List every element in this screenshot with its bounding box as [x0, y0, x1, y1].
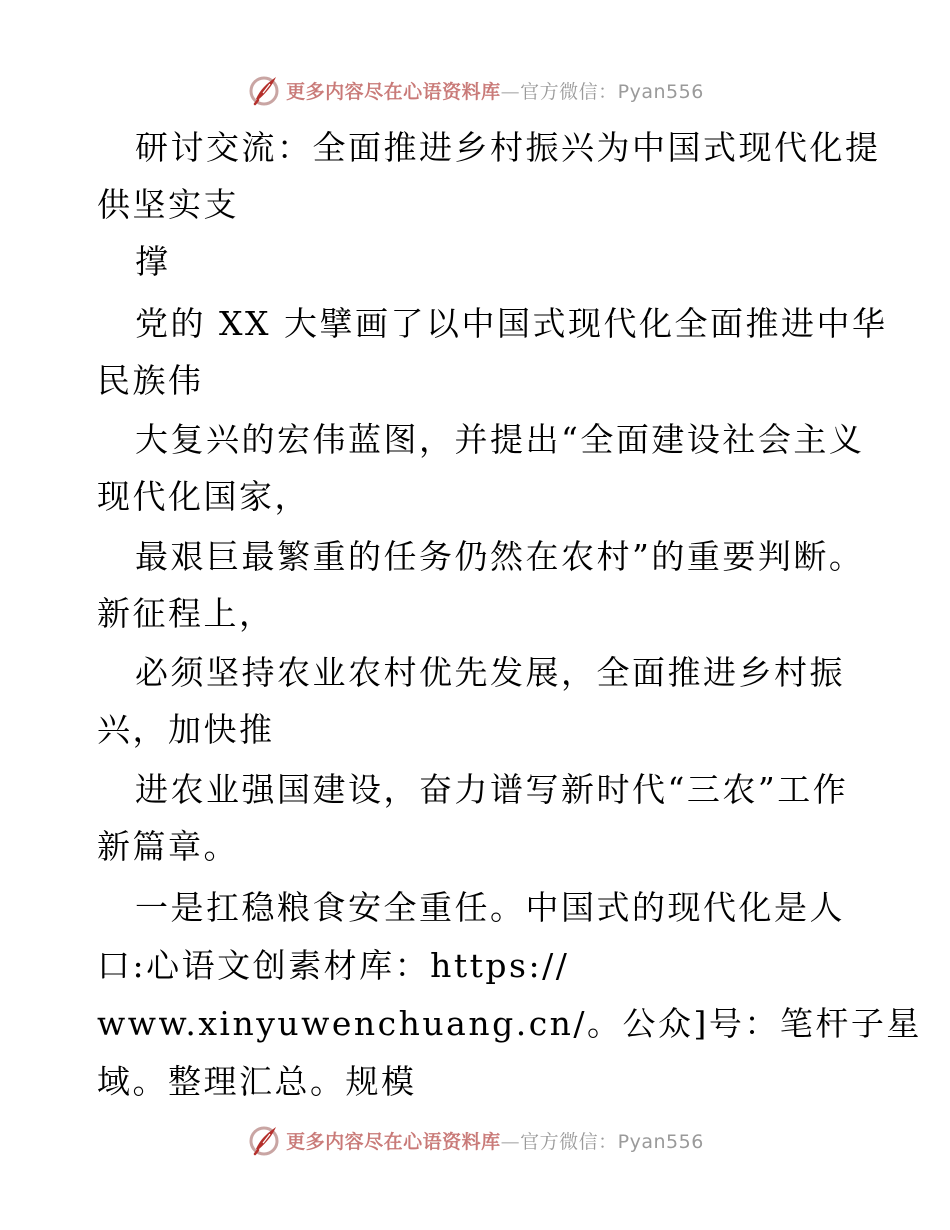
document-line: 必须坚持农业农村优先发展，全面推进乡村振 [135, 653, 845, 692]
document-line: 新篇章。 [97, 827, 239, 866]
document-line: 一是扛稳粮食安全重任。中国式的现代化是人 [135, 888, 845, 927]
banner-text [286, 77, 704, 104]
banner-main-text: 更多内容尽在心语资料库 [286, 1130, 501, 1153]
quill-pen-logo-icon [246, 1122, 282, 1158]
document-line: 新征程上， [97, 594, 275, 633]
banner-text [286, 1127, 704, 1154]
document-line: 民族伟 [97, 361, 204, 400]
document-line: 供坚实支 [97, 185, 239, 224]
document-line: 党的 XX 大擘画了以中国式现代化全面推进中华 [135, 304, 888, 343]
document-line: 最艰巨最繁重的任务仍然在农村”的重要判断。 [135, 537, 865, 576]
banner-main-text: 更多内容尽在心语资料库 [286, 80, 501, 103]
banner-separator: — [500, 80, 521, 103]
document-line: 兴，加快推 [97, 710, 275, 749]
banner-wechat-text: 官方微信：Pyan556 [520, 80, 704, 103]
document-line: 进农业强国建设，奋力谱写新时代“三农”工作 [135, 770, 849, 809]
header-banner [0, 68, 950, 112]
document-line: 现代化国家， [97, 477, 310, 516]
footer-banner [0, 1118, 950, 1162]
document-line: 研讨交流：全面推进乡村振兴为中国式现代化提 [135, 128, 881, 167]
document-line: 大复兴的宏伟蓝图，并提出“全面建设社会主义 [135, 420, 865, 459]
document-line: 撑 [135, 242, 171, 281]
banner-separator: — [500, 1130, 521, 1153]
document-line: 口:心语文创素材库：https:// [97, 946, 570, 985]
quill-pen-logo-icon [246, 72, 282, 108]
banner-wechat-text: 官方微信：Pyan556 [520, 1130, 704, 1153]
document-line: 域。整理汇总。规模 [97, 1062, 417, 1101]
document-line: www.xinyuwenchuang.cn/。公众]号：笔杆子星 [97, 1004, 922, 1043]
